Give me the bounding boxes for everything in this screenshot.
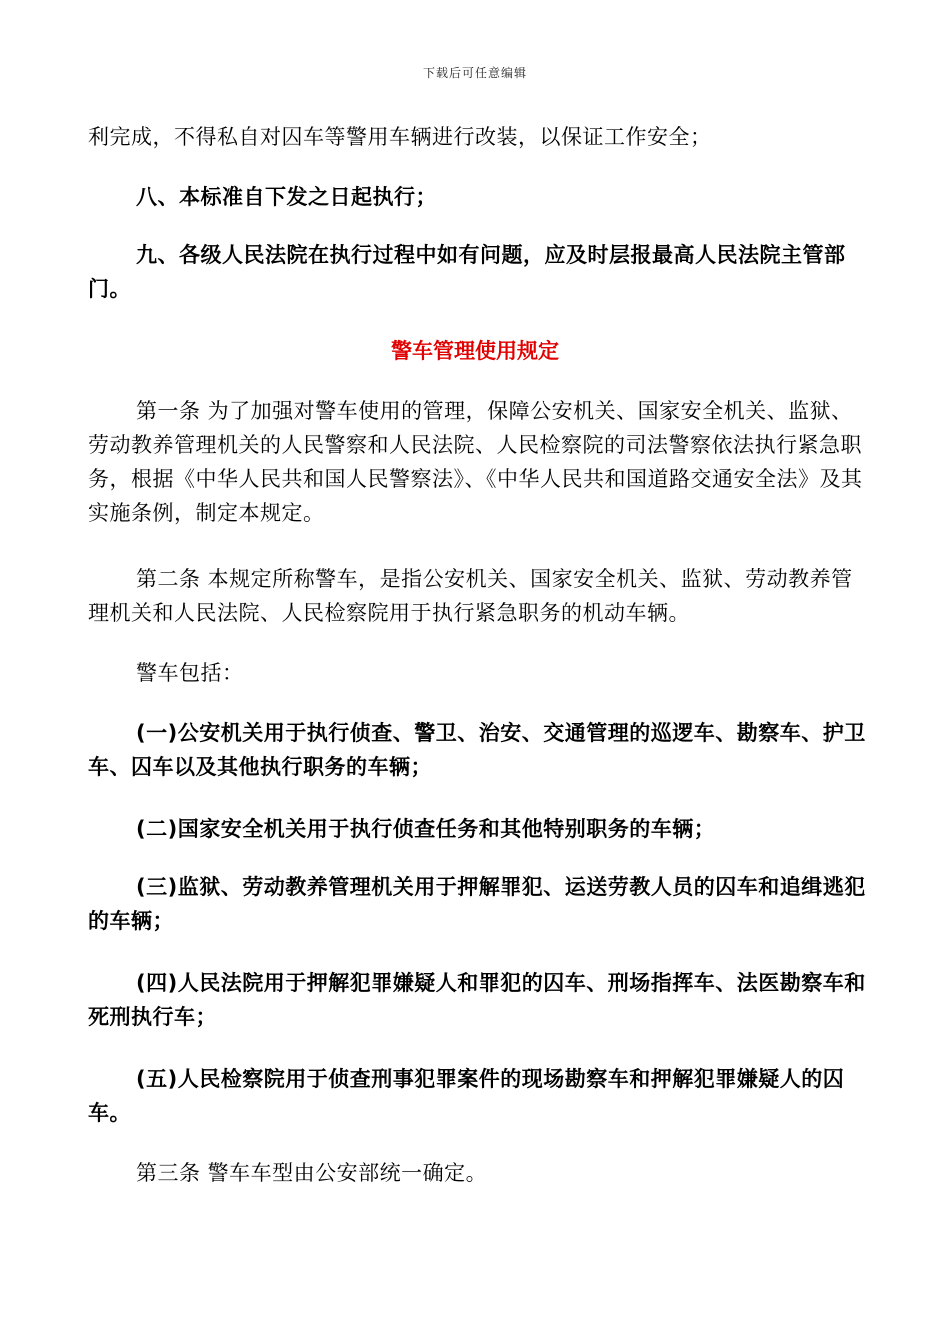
- paragraph-continuation: 利完成，不得私自对囚车等警用车辆进行改装，以保证工作安全；: [88, 125, 712, 149]
- paragraph-item-nine: 九、各级人民法院在执行过程中如有问题，应及时层报最高人民法院主管部门。: [88, 243, 846, 301]
- list-item-three: (三)监狱、劳动教养管理机关用于押解罪犯、运送劳教人员的囚车和追缉逃犯的车辆；: [88, 875, 866, 933]
- article-three: 第三条 警车车型由公安部统一确定。: [136, 1161, 488, 1185]
- article-two: 第二条 本规定所称警车，是指公安机关、国家安全机关、监狱、劳动教养管理机关和人民法院、人民检察院用于执行紧急职务的机动车辆。: [88, 567, 853, 625]
- paragraph-item-eight: 八、本标准自下发之日起执行；: [136, 185, 437, 209]
- header-note: 下载后可任意编辑: [422, 66, 527, 80]
- vehicle-list-intro: 警车包括：: [136, 661, 244, 685]
- document-title: 警车管理使用规定: [391, 339, 559, 363]
- list-item-five: (五)人民检察院用于侦查刑事犯罪案件的现场勘察车和押解犯罪嫌疑人的囚车。: [88, 1067, 845, 1125]
- list-item-four: (四)人民法院用于押解犯罪嫌疑人和罪犯的囚车、刑场指挥车、法医勘察车和死刑执行车；: [88, 971, 866, 1029]
- list-item-two: (二)国家安全机关用于执行侦查任务和其他特别职务的车辆；: [136, 817, 716, 841]
- article-one: 第一条 为了加强对警车使用的管理，保障公安机关、国家安全机关、监狱、劳动教养管理机关的人民警察和人民法院、人民检察院的司法警察依法执行紧急职务，根据《中华人民共和国人民警察法》、《中华人民共和国道路交通安全法》及其实施条例，制定本规定。: [88, 399, 863, 525]
- list-item-one: (一)公安机关用于执行侦查、警卫、治安、交通管理的巡逻车、勘察车、护卫车、囚车以及其他执行职务的车辆；: [88, 721, 866, 779]
